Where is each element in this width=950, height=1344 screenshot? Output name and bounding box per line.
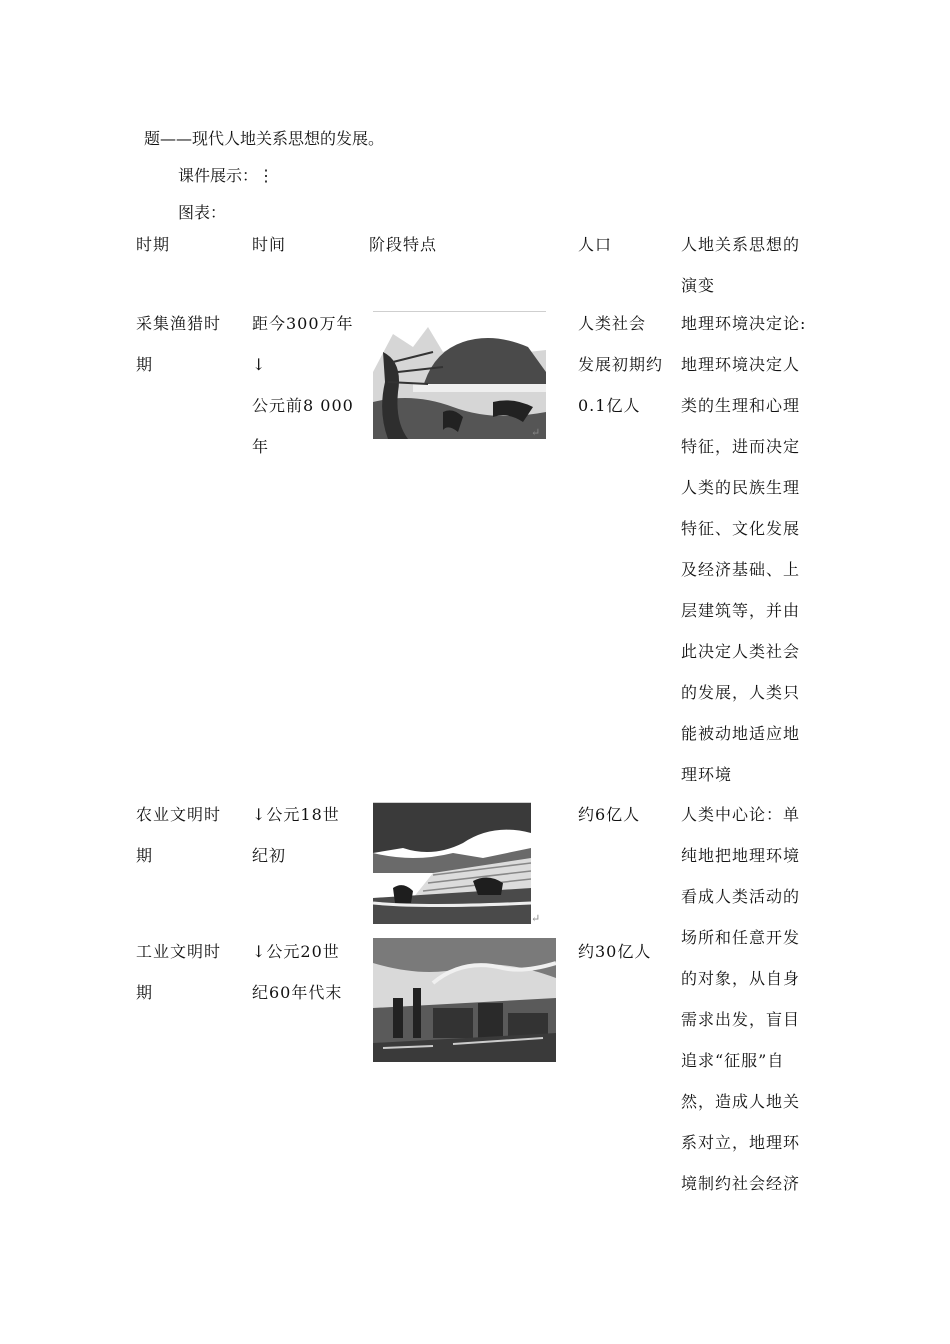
- hunting-scene-image: [373, 311, 546, 439]
- chart-label-line: 图表：: [178, 203, 227, 222]
- header-time: 时间: [252, 235, 287, 254]
- farming-scene-image: [373, 802, 531, 924]
- row1-thought: 地理环境决定论: 地理环境决定人 类的生理和心理 特征，进而决定 人类的民族生理 特征、文化发展 及经济基础、上 层建筑等，并由 此决定人类社会 的发展，人类只 能被动地适应地 理环境: [681, 314, 807, 784]
- row3-time: ↓公元20世 纪60年代末: [252, 942, 343, 1002]
- row2-period: 农业文明时 期: [136, 805, 222, 865]
- header-thought-evolution: 人地关系思想的演变: [681, 235, 801, 295]
- intro-title-line: 题——现代人地关系思想的发展。: [144, 129, 385, 148]
- courseware-display-line: 课件展示：⋮: [178, 166, 275, 185]
- row2-population: 约6亿人: [578, 805, 641, 824]
- industrial-scene-image: [373, 938, 556, 1062]
- row2-thought: 人类中心论：单 纯地把地理环境 看成人类活动的 场所和任意开发 的对象，从自身 需求出发，盲目 追求“征服”自 然，造成人地关 系对立，地理环 境制约社会经济: [681, 805, 801, 1193]
- paragraph-mark-icon-2: ↵: [531, 912, 541, 925]
- header-period: 时期: [136, 235, 171, 254]
- header-population: 人口: [578, 235, 613, 254]
- header-stage-feature: 阶段特点: [369, 235, 438, 254]
- row1-population: 人类社会 发展初期约 0.1亿人: [578, 314, 664, 415]
- paragraph-mark-icon: ↵: [531, 426, 541, 439]
- row3-period: 工业文明时 期: [136, 942, 222, 1002]
- row3-population: 约30亿人: [578, 942, 652, 961]
- row1-time: 距今300万年 ↓ 公元前8 000 年: [252, 314, 354, 456]
- row2-time: ↓公元18世 纪初: [252, 805, 340, 865]
- row1-period: 采集渔猎时 期: [136, 314, 222, 374]
